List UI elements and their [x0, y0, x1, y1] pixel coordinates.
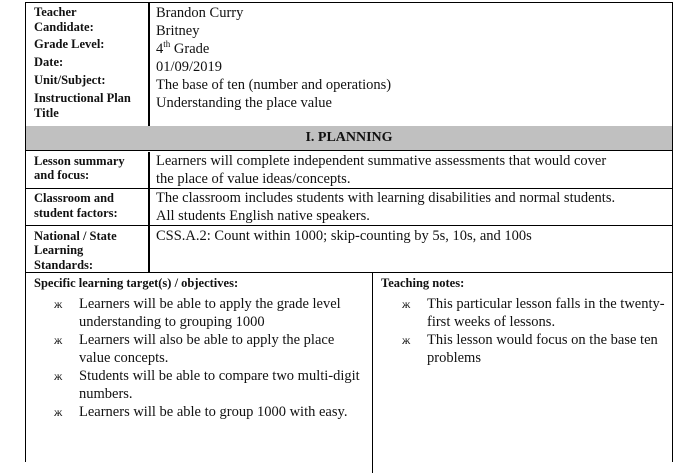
grade-level-value: 4th Grade: [156, 39, 210, 57]
bullet-icon: ж: [402, 297, 411, 311]
bullet-icon: ж: [54, 297, 63, 311]
unit-subject-value: The base of ten (number and operations): [156, 77, 392, 93]
planning-section-header: I. PLANNING: [26, 126, 672, 151]
column-divider: [148, 3, 150, 126]
classroom-factors-value: The classroom includes students with learning disabilities and normal students. All students English native speakers.: [156, 190, 616, 224]
objective-item: ж Students will be able to compare two multi-digit numbers.: [54, 368, 360, 402]
objective-item: ж Learners will be able to group 1000 with easy.: [54, 404, 348, 420]
plan-title-label: Instructional Plan Title: [34, 91, 131, 120]
teaching-notes-list: [402, 295, 667, 367]
lesson-plan-document: [25, 2, 673, 462]
objective-item: ж Learners will be able to apply the grade level understanding to grouping 1000: [54, 296, 341, 330]
standards-value: CSS.A.2: Count within 1000; skip-counting by 5s, 10s, and 100s: [156, 227, 532, 244]
unit-subject-label: Unit/Subject:: [34, 73, 106, 87]
objectives-cell: [26, 273, 373, 473]
header-labels: [34, 5, 149, 124]
teaching-notes-cell: [373, 273, 673, 473]
note-item: ж This particular lesson falls in the twenty-first weeks of lessons.: [402, 296, 665, 330]
standards-row: [26, 227, 672, 273]
bullet-icon: ж: [54, 333, 63, 347]
bullet-icon: ж: [402, 333, 411, 347]
teacher-candidate-label: Teacher Candidate:: [34, 5, 94, 34]
bullet-icon: ж: [54, 369, 63, 383]
bullet-icon: ж: [54, 405, 63, 419]
grade-level-label: Grade Level:: [34, 37, 105, 51]
note-item: ж This lesson would focus on the base ten problems: [402, 332, 658, 366]
header-info-block: [26, 3, 672, 127]
plan-title-value: Understanding the place value: [156, 95, 332, 111]
lesson-summary-value: Learners will complete independent summative assessments that would cover the place of value ideas/concepts.: [156, 152, 607, 187]
teaching-notes-title: Teaching notes:: [381, 276, 465, 290]
date-value: 01/09/2019: [156, 59, 223, 75]
lesson-summary-row: [26, 152, 672, 189]
objective-item: ж Learners will also be able to apply the place value concepts.: [54, 332, 335, 366]
objectives-title: Specific learning target(s) / objectives:: [34, 276, 239, 290]
lesson-summary-label: Lesson summary and focus:: [34, 153, 125, 182]
teacher-name: Brandon Curry: [156, 5, 244, 21]
classroom-factors-label: Classroom and student factors:: [34, 191, 118, 220]
classroom-factors-row: [26, 189, 672, 226]
objectives-list: [54, 295, 364, 421]
header-values: [156, 4, 391, 112]
date-label: Date:: [34, 55, 64, 69]
standards-label: National / State Learning Standards:: [34, 228, 117, 272]
candidate-name: Britney: [156, 23, 200, 39]
